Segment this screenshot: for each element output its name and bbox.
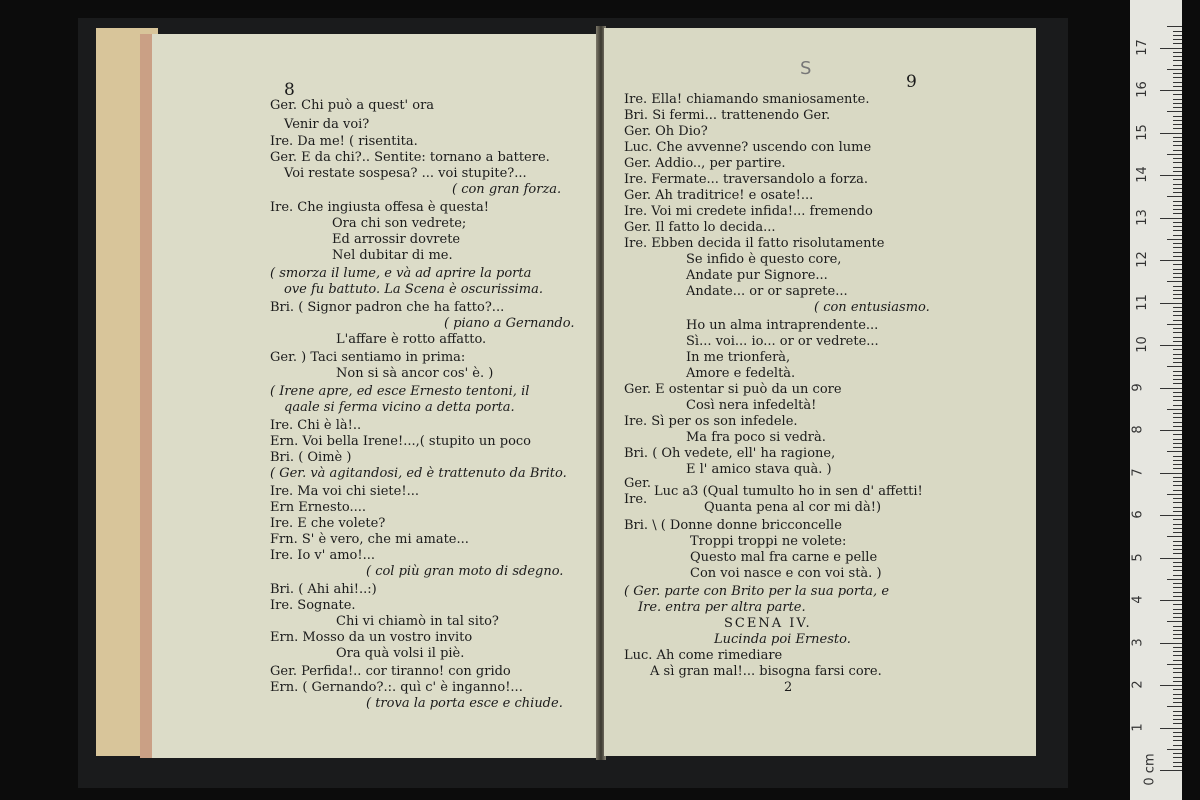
ruler-tick (1167, 494, 1182, 495)
ruler-tick (1173, 188, 1182, 189)
ruler-tick (1173, 677, 1182, 678)
text-line: Luc a3 (Qual tumulto ho in sen d' affetti! (654, 484, 923, 499)
ruler-tick (1173, 481, 1182, 482)
ruler-tick (1167, 281, 1182, 282)
text-line: Ire. Voi mi credete infida!... fremendo (624, 204, 873, 219)
ruler-tick (1173, 617, 1182, 618)
ruler-tick (1173, 201, 1182, 202)
text-line: Luc. Che avvenne? uscendo con lume (624, 140, 872, 155)
ruler-tick (1173, 604, 1182, 605)
text-line: Se infido è questo core, (686, 252, 842, 267)
ruler-label: 13 (1134, 208, 1150, 226)
ruler-tick (1173, 65, 1182, 66)
ruler-tick (1173, 171, 1182, 172)
text-line: Voi restate sospesa? ... voi stupite?... (284, 166, 527, 181)
ruler-tick (1173, 732, 1182, 733)
ruler-tick (1173, 532, 1182, 533)
ruler-tick (1173, 456, 1182, 457)
text-line: Ire. Chi è là!.. (270, 418, 362, 433)
text-line: Amore e fedeltà. (686, 366, 796, 381)
text-line: Ern. Voi bella Irene!...,( stupito un poco (270, 434, 531, 449)
left-page (152, 34, 597, 758)
ruler-tick (1173, 298, 1182, 299)
ruler-label: 17 (1134, 38, 1150, 56)
ruler-tick (1167, 749, 1182, 750)
ruler-tick (1160, 685, 1182, 686)
text-line: Andate pur Signore... (686, 268, 828, 283)
text-line: Con voi nasce e con voi stà. ) (690, 566, 882, 581)
text-line: Venir da voi? (284, 117, 370, 132)
ruler-label: 6 (1130, 510, 1146, 519)
text-line: A sì gran mal!... bisogna farsi core. (650, 664, 882, 679)
ruler-tick (1173, 103, 1182, 104)
ruler-tick (1173, 375, 1182, 376)
ruler-tick (1173, 273, 1182, 274)
ruler-tick (1160, 515, 1182, 516)
ruler-tick (1173, 192, 1182, 193)
ruler-tick (1167, 706, 1182, 707)
text-line: Ger. Perfida!.. cor tiranno! con grido (270, 664, 511, 679)
ruler-tick (1173, 141, 1182, 142)
text-line: Ern. ( Gernando?.:. quì c' è inganno!... (270, 680, 523, 695)
page-number: 9 (906, 72, 917, 92)
ruler-tick (1173, 524, 1182, 525)
ruler-tick (1167, 111, 1182, 112)
ruler-tick (1173, 213, 1182, 214)
ruler-tick (1173, 443, 1182, 444)
text-line: Troppi troppi ne volete: (690, 534, 847, 549)
ruler-tick (1173, 349, 1182, 350)
ruler-tick (1173, 311, 1182, 312)
ruler-tick (1173, 73, 1182, 74)
ruler-tick (1173, 167, 1182, 168)
text-line: Lucinda poi Ernesto. (714, 632, 851, 647)
pencil-mark: S (800, 58, 812, 79)
ruler-tick (1173, 252, 1182, 253)
ruler-tick (1173, 35, 1182, 36)
ruler-tick (1173, 745, 1182, 746)
ruler-tick (1173, 337, 1182, 338)
ruler-tick (1173, 60, 1182, 61)
ruler-tick (1173, 358, 1182, 359)
text-line: Questo mal fra carne e pelle (690, 550, 878, 565)
ruler-tick (1160, 345, 1182, 346)
text-line: Ger. Chi può a quest' ora (270, 98, 435, 113)
ruler-tick (1173, 766, 1182, 767)
ruler-tick (1173, 226, 1182, 227)
ruler-tick (1167, 536, 1182, 537)
ruler-tick (1173, 511, 1182, 512)
ruler-tick (1167, 239, 1182, 240)
ruler-tick (1173, 184, 1182, 185)
scene-heading: SCENA IV. (724, 616, 812, 631)
ruler-tick (1173, 150, 1182, 151)
ruler-tick (1173, 723, 1182, 724)
ruler-tick (1173, 541, 1182, 542)
ruler-tick (1167, 621, 1182, 622)
text-line: qaale si ferma vicino a detta porta. (284, 400, 515, 415)
ruler-tick (1173, 575, 1182, 576)
ruler-label: 8 (1130, 425, 1146, 434)
ruler-tick (1173, 698, 1182, 699)
ruler-label: 5 (1130, 552, 1146, 562)
ruler-tick (1173, 82, 1182, 83)
ruler-tick (1173, 137, 1182, 138)
ruler-tick (1173, 145, 1182, 146)
ruler-label: 10 (1134, 336, 1150, 353)
ruler-tick (1173, 672, 1182, 673)
ruler-tick (1173, 519, 1182, 520)
ruler-tick (1173, 400, 1182, 401)
ruler-tick (1173, 116, 1182, 117)
text-line: Ire. Fermate... traversandolo a forza. (624, 172, 869, 187)
text-line: Ire. Che ingiusta offesa è questa! (270, 200, 490, 215)
ruler-tick (1173, 128, 1182, 129)
ruler-tick (1173, 549, 1182, 550)
text-line: Chi vi chiamò in tal sito? (336, 614, 499, 629)
ruler-tick (1173, 422, 1182, 423)
ruler-tick (1173, 179, 1182, 180)
ruler-tick (1173, 740, 1182, 741)
ruler-tick (1173, 655, 1182, 656)
ruler-tick (1173, 490, 1182, 491)
text-line: Sì... voi... io... or or vedrete... (686, 334, 879, 349)
ruler-tick (1173, 609, 1182, 610)
ruler-tick (1173, 124, 1182, 125)
text-line: ( smorza il lume, e và ad aprire la porta (270, 266, 532, 281)
ruler-tick (1167, 451, 1182, 452)
ruler-label: 9 (1130, 382, 1146, 392)
ruler-tick (1173, 286, 1182, 287)
ruler-tick (1173, 77, 1182, 78)
text-line: Così nera infedeltà! (686, 398, 817, 413)
text-line: Ger. Addio.., per partire. (624, 156, 786, 171)
text-line: Ire. Sognate. (270, 598, 356, 613)
ruler-tick (1173, 341, 1182, 342)
ruler-label: 12 (1134, 251, 1150, 268)
text-line: Bri. ( Signor padron che ha fatto?... (270, 300, 505, 315)
text-line: Non si sà ancor cos' è. ) (336, 366, 494, 381)
ruler-tick (1173, 354, 1182, 355)
ruler-tick (1173, 507, 1182, 508)
ruler-tick (1173, 56, 1182, 57)
ruler-tick (1173, 587, 1182, 588)
text-line: Ger. E da chi?.. Sentite: tornano a battere. (270, 150, 550, 165)
ruler-tick (1173, 362, 1182, 363)
text-line: Ora chi son vedrete; (332, 216, 467, 231)
text-line: Ire. Io v' amo!... (270, 548, 375, 563)
ruler-tick (1167, 26, 1182, 27)
ruler-tick (1173, 447, 1182, 448)
ruler-tick (1173, 545, 1182, 546)
text-line: In me trionferà, (686, 350, 791, 365)
text-line: Bri. Si fermi... trattenendo Ger. (624, 108, 831, 123)
ruler-tick (1173, 485, 1182, 486)
text-line: Ire. Ebben decida il fatto risolutamente (624, 236, 885, 251)
ruler-tick (1173, 736, 1182, 737)
ruler-tick (1160, 770, 1182, 771)
right-page (604, 28, 1036, 756)
ruler-tick (1173, 120, 1182, 121)
ruler-tick (1173, 464, 1182, 465)
text-line: Ern. Mosso da un vostro invito (270, 630, 473, 645)
ruler-tick (1173, 638, 1182, 639)
text-line: Bri. ( Oimè ) (270, 450, 352, 465)
ruler-tick (1160, 260, 1182, 261)
ruler-label: 11 (1134, 293, 1150, 311)
ruler-tick (1160, 728, 1182, 729)
text-line: Ire. Ma voi chi siete!... (270, 484, 419, 499)
ruler-tick (1173, 396, 1182, 397)
ruler-tick (1173, 562, 1182, 563)
text-line: ove fu battuto. La Scena è oscurissima. (284, 282, 544, 297)
ruler-label: 0 cm (1142, 753, 1158, 786)
ruler-tick (1160, 175, 1182, 176)
text-line: Ire. Ella! chiamando smaniosamente. (624, 92, 870, 107)
text-line: Bri. ( Ahi ahi!..:) (270, 582, 377, 597)
text-line: ( col più gran moto di sdegno. (366, 564, 564, 579)
ruler-tick (1173, 315, 1182, 316)
ruler-tick (1167, 196, 1182, 197)
ruler-tick (1173, 477, 1182, 478)
text-line: Ern Ernesto.... (270, 500, 367, 515)
ruler-tick (1173, 681, 1182, 682)
text-line: ( con entusiasmo. (814, 300, 930, 315)
ruler-label: 15 (1134, 123, 1150, 141)
signature-mark: 2 (784, 680, 793, 695)
ruler-tick (1160, 303, 1182, 304)
ruler-tick (1173, 426, 1182, 427)
ruler-tick (1173, 86, 1182, 87)
ruler-tick (1173, 235, 1182, 236)
ruler-tick (1173, 757, 1182, 758)
ruler-tick (1173, 256, 1182, 257)
ruler-label: 16 (1134, 81, 1150, 98)
ruler-tick (1173, 528, 1182, 529)
ruler-tick (1173, 762, 1182, 763)
ruler-tick (1167, 366, 1182, 367)
ruler-tick (1160, 558, 1182, 559)
text-line: Quanta pena al cor mi dà!) (704, 500, 882, 515)
ruler-tick (1173, 715, 1182, 716)
ruler-tick (1173, 294, 1182, 295)
ruler-tick (1173, 277, 1182, 278)
ruler-tick (1173, 99, 1182, 100)
ruler-tick (1173, 417, 1182, 418)
text-line: Ire. Da me! ( risentita. (270, 134, 418, 149)
page-number: 8 (284, 80, 295, 100)
ruler-tick (1167, 664, 1182, 665)
text-line: E l' amico stava quà. ) (686, 462, 832, 477)
text-line: Ire. entra per altra parte. (638, 600, 806, 615)
text-line: Nel dubitar di me. (332, 248, 453, 263)
ruler-tick (1173, 460, 1182, 461)
ruler-tick (1173, 264, 1182, 265)
text-line: Luc. Ah come rimediare (624, 648, 783, 663)
ruler-tick (1167, 579, 1182, 580)
ruler-tick (1173, 328, 1182, 329)
ruler-tick (1173, 371, 1182, 372)
ruler-tick (1173, 468, 1182, 469)
ruler-tick (1173, 634, 1182, 635)
ruler-tick (1173, 498, 1182, 499)
text-line: Andate... or or saprete... (686, 284, 848, 299)
text-line: Ger. (624, 476, 651, 491)
ruler-tick (1173, 205, 1182, 206)
ruler-tick (1173, 630, 1182, 631)
ruler-tick (1173, 689, 1182, 690)
ruler-tick (1173, 158, 1182, 159)
ruler-tick (1173, 52, 1182, 53)
ruler-tick (1173, 332, 1182, 333)
measurement-ruler (1130, 0, 1182, 800)
ruler-tick (1173, 592, 1182, 593)
text-line: Ger. E ostentar si può da un core (624, 382, 842, 397)
ruler-tick (1173, 383, 1182, 384)
ruler-tick (1173, 209, 1182, 210)
ruler-tick (1173, 596, 1182, 597)
ruler-tick (1173, 243, 1182, 244)
ruler-label: 4 (1130, 595, 1146, 604)
text-line: Ma fra poco si vedrà. (686, 430, 826, 445)
ruler-tick (1173, 651, 1182, 652)
ruler-tick (1173, 379, 1182, 380)
ruler-tick (1160, 643, 1182, 644)
ruler-tick (1160, 48, 1182, 49)
text-line: Ger. Il fatto lo decida... (624, 220, 776, 235)
ruler-tick (1173, 660, 1182, 661)
ruler-tick (1167, 69, 1182, 70)
ruler-tick (1173, 711, 1182, 712)
text-line: Ora quà volsi il piè. (336, 646, 465, 661)
ruler-tick (1173, 222, 1182, 223)
ruler-label: 7 (1130, 467, 1146, 477)
ruler-tick (1173, 553, 1182, 554)
ruler-tick (1173, 94, 1182, 95)
ruler-tick (1160, 90, 1182, 91)
text-line: Bri. ( Oh vedete, ell' ha ragione, (624, 446, 836, 461)
ruler-tick (1173, 230, 1182, 231)
text-line: ( Irene apre, ed esce Ernesto tentoni, il (270, 384, 530, 399)
ruler-tick (1173, 31, 1182, 32)
text-line: Ger. ) Taci sentiamo in prima: (270, 350, 466, 365)
ruler-tick (1160, 218, 1182, 219)
text-line: Bri. \ ( Donne donne bricconcelle (624, 518, 842, 533)
text-line: Ire. (624, 492, 648, 507)
ruler-tick (1167, 154, 1182, 155)
ruler-label: 2 (1130, 680, 1146, 689)
text-line: ( piano a Gernando. (444, 316, 575, 331)
ruler-tick (1160, 388, 1182, 389)
ruler-tick (1173, 753, 1182, 754)
ruler-tick (1173, 269, 1182, 270)
ruler-tick (1173, 392, 1182, 393)
text-line: Ed arrossir dovrete (332, 232, 461, 247)
ruler-tick (1173, 320, 1182, 321)
text-line: Ger. Oh Dio? (624, 124, 708, 139)
ruler-tick (1167, 324, 1182, 325)
ruler-tick (1173, 626, 1182, 627)
ruler-label: 1 (1130, 722, 1146, 732)
ruler-tick (1173, 566, 1182, 567)
ruler-tick (1173, 405, 1182, 406)
ruler-tick (1160, 430, 1182, 431)
text-line: Ire. Sì per os son infedele. (624, 414, 798, 429)
ruler-tick (1173, 434, 1182, 435)
ruler-tick (1173, 719, 1182, 720)
ruler-tick (1173, 694, 1182, 695)
ruler-tick (1173, 583, 1182, 584)
text-line: ( Ger. và agitandosi, ed è trattenuto da Brito. (270, 466, 567, 481)
ruler-tick (1173, 502, 1182, 503)
ruler-tick (1173, 162, 1182, 163)
text-line: Ger. Ah traditrice! e osate!... (624, 188, 814, 203)
ruler-tick (1173, 668, 1182, 669)
ruler-tick (1160, 133, 1182, 134)
ruler-tick (1160, 473, 1182, 474)
ruler-tick (1173, 307, 1182, 308)
text-line: Ho un alma intraprendente... (686, 318, 879, 333)
ruler-tick (1173, 702, 1182, 703)
ruler-tick (1173, 247, 1182, 248)
ruler-tick (1173, 107, 1182, 108)
ruler-tick (1173, 43, 1182, 44)
ruler-tick (1173, 647, 1182, 648)
ruler-tick (1160, 600, 1182, 601)
ruler-tick (1173, 570, 1182, 571)
text-line: ( Ger. parte con Brito per la sua porta, e (624, 584, 890, 599)
text-line: ( trova la porta esce e chiude. (366, 696, 563, 711)
ruler-tick (1173, 39, 1182, 40)
ruler-label: 14 (1134, 166, 1150, 183)
text-line: ( con gran forza. (452, 182, 562, 197)
ruler-tick (1173, 613, 1182, 614)
text-line: Ire. E che volete? (270, 516, 386, 531)
ruler-label: 3 (1130, 637, 1146, 647)
ruler-tick (1173, 439, 1182, 440)
text-line: L'affare è rotto affatto. (336, 332, 487, 347)
text-line: Frn. S' è vero, che mi amate... (270, 532, 469, 547)
ruler-tick (1173, 413, 1182, 414)
ruler-tick (1167, 409, 1182, 410)
ruler-tick (1173, 290, 1182, 291)
